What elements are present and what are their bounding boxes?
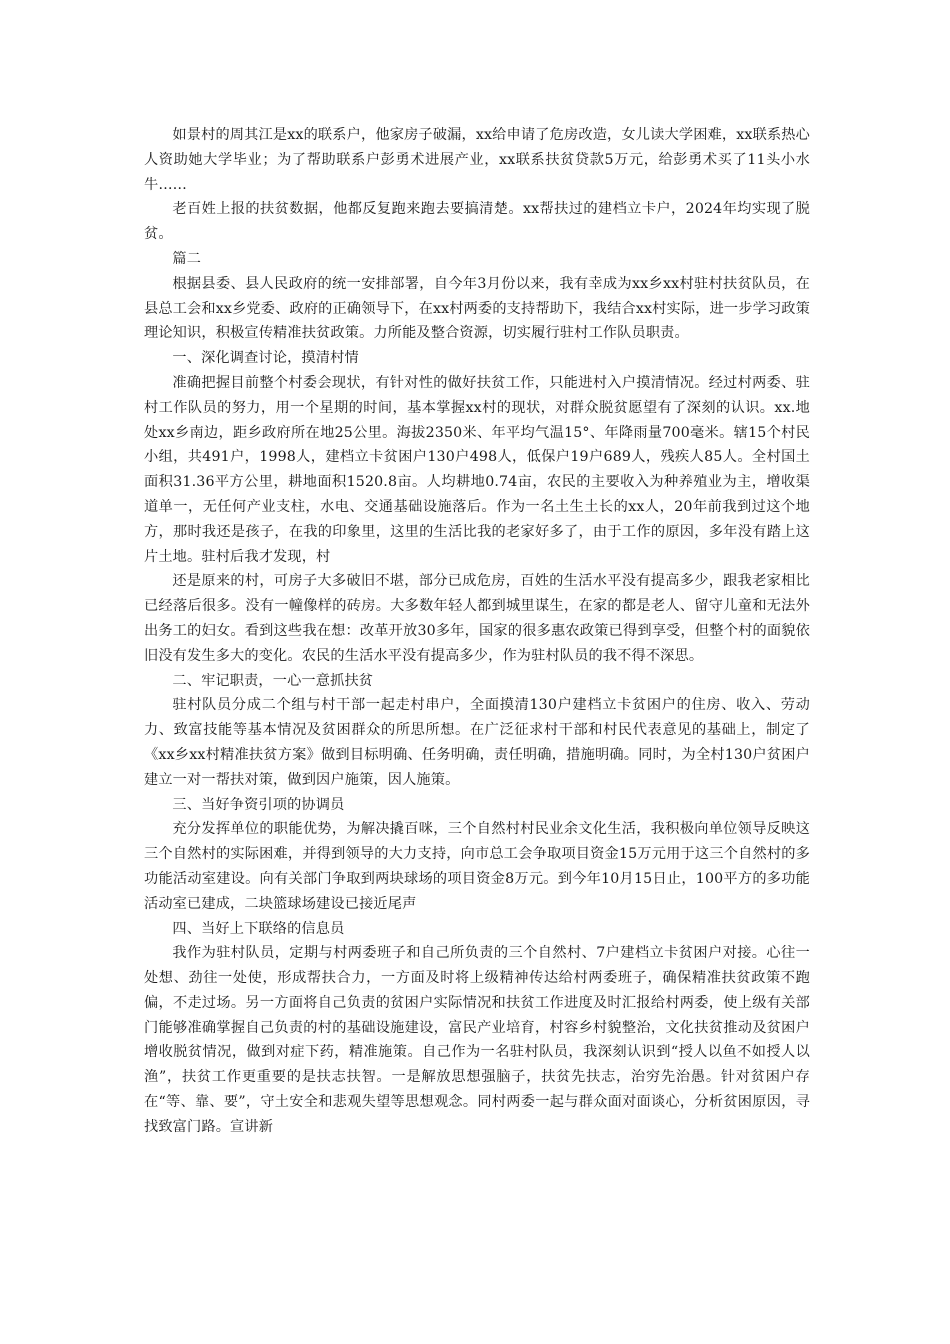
heading-section-three: 三、当好争资引项的协调员 xyxy=(172,796,345,813)
heading-section-four: 四、当好上下联络的信息员 xyxy=(172,920,345,937)
paragraph-poverty-data: 老百姓上报的扶贫数据，他都反复跑来跑去要搞清楚。xx帮扶过的建档立卡户，2024年均实现了脱贫。 xyxy=(144,201,810,243)
heading-section-two: 二、牢记职责，一心一意抓扶贫 xyxy=(172,672,374,689)
paragraph-village-condition: 还是原来的村，可房子大多破旧不堪，部分已成危房，百姓的生活水平没有提高多少，跟我老家相比已经落后很多。没有一幢像样的砖房。大多数年轻人都到城里谋生，在家的都是老人、留守儿童和无法外出务工的妇女。看到这些我在想：改革开放30多年，国家的很多惠农政策已得到享受，但整个村的面貌依旧没有发生多大的变化。农民的生活水平没有提高多少，作为驻村队员的我不得不深思。 xyxy=(144,573,810,664)
paragraph-funding: 充分发挥单位的职能优势，为解决撬百咪，三个自然村村民业余文化生活，我积极向单位领导反映这三个自然村的实际困难，并得到领导的大力支持，向市总工会争取项目资金15万元用于这三个自然村的多功能活动室建设。向有关部门争取到两块球场的项目资金8万元。到今年10月15日止，100平方的多功能活动室已建成，二块篮球场建设已接近尾声 xyxy=(144,821,810,912)
section-title-part-two: 篇二 xyxy=(172,250,202,267)
paragraph-poverty-plan: 驻村队员分成二个组与村干部一起走村串户，全面摸清130户建档立卡贫困户的住房、收入、劳动力、致富技能等基本情况及贫困群众的所思所想。在广泛征求村干部和村民代表意见的基础上，制定了《xx乡xx村精准扶贫方案》做到目标明确、任务明确，责任明确，措施明确。同时，为全村130户贫困户建立一对一帮扶对策，做到因户施策，因人施策。 xyxy=(144,697,810,788)
document-page xyxy=(144,123,810,1140)
paragraph-zhou-qijiang: 如景村的周其江是xx的联系户，他家房子破漏，xx给申请了危房改造，女儿读大学困难，xx联系热心人资助她大学毕业；为了帮助联系户彭勇术进展产业，xx联系扶贫贷款5万元，给彭勇术买了11头小水牛…… xyxy=(144,127,810,193)
paragraph-village-survey: 准确把握目前整个村委会现状，有针对性的做好扶贫工作，只能进村入户摸清情况。经过村两委、驻村工作队员的努力，用一个星期的时间，基本掌握xx村的现状，对群众脱贫愿望有了深刻的认识。xx.地处xx乡南边，距乡政府所在地25公里。海拔2350米、年平均气温15°、年降雨量700毫米。辖15个村民小组，共491户，1998人，建档立卡贫困户130户498人，低保户19户689人，残疾人85人。全村国土面积31.36平方公里，耕地面积1520.8亩。人均耕地0.74亩，农民的主要收入为种养殖业为主，增收渠道单一，无任何产业支柱，水电、交通基础设施落后。作为一名土生土长的xx人，20年前我到过这个地方，那时我还是孩子，在我的印象里，这里的生活比我的老家好多了，由于工作的原因，多年没有踏上这片土地。驻村后我才发现，村 xyxy=(144,374,810,565)
paragraph-introduction: 根据县委、县人民政府的统一安排部署，自今年3月份以来，我有幸成为xx乡xx村驻村扶贫队员，在县总工会和xx乡党委、政府的正确领导下，在xx村两委的支持帮助下，我结合xx村实际，进一步学习政策理论知识，积极宣传精准扶贫政策。力所能及整合资源，切实履行驻村工作队员职责。 xyxy=(144,275,810,342)
paragraph-liaison: 我作为驻村队员，定期与村两委班子和自己所负责的三个自然村、7户建档立卡贫困户对接。心往一处想、劲往一处使，形成帮扶合力，一方面及时将上级精神传达给村两委班子，确保精准扶贫政策不跑偏，不走过场。另一方面将自己负责的贫困户实际情况和扶贫工作进度及时汇报给村两委，使上级有关部门能够准确掌握自己负责的村的基础设施建设，富民产业培育，村容乡村貌整治，文化扶贫推动及贫困户增收脱贫情况，做到对症下药，精准施策。自己作为一名驻村队员，我深刻认识到“授人以鱼不如授人以渔”，扶贫工作更重要的是扶志扶智。一是解放思想强脑子，扶贫先扶志，治穷先治愚。针对贫困户存在“等、靠、要”，守土安全和悲观失望等思想观念。同村两委一起与群众面对面谈心，分析贫困原因，寻找致富门路。宣讲新 xyxy=(144,945,810,1135)
heading-section-one: 一、深化调查讨论，摸清村情 xyxy=(172,350,359,367)
